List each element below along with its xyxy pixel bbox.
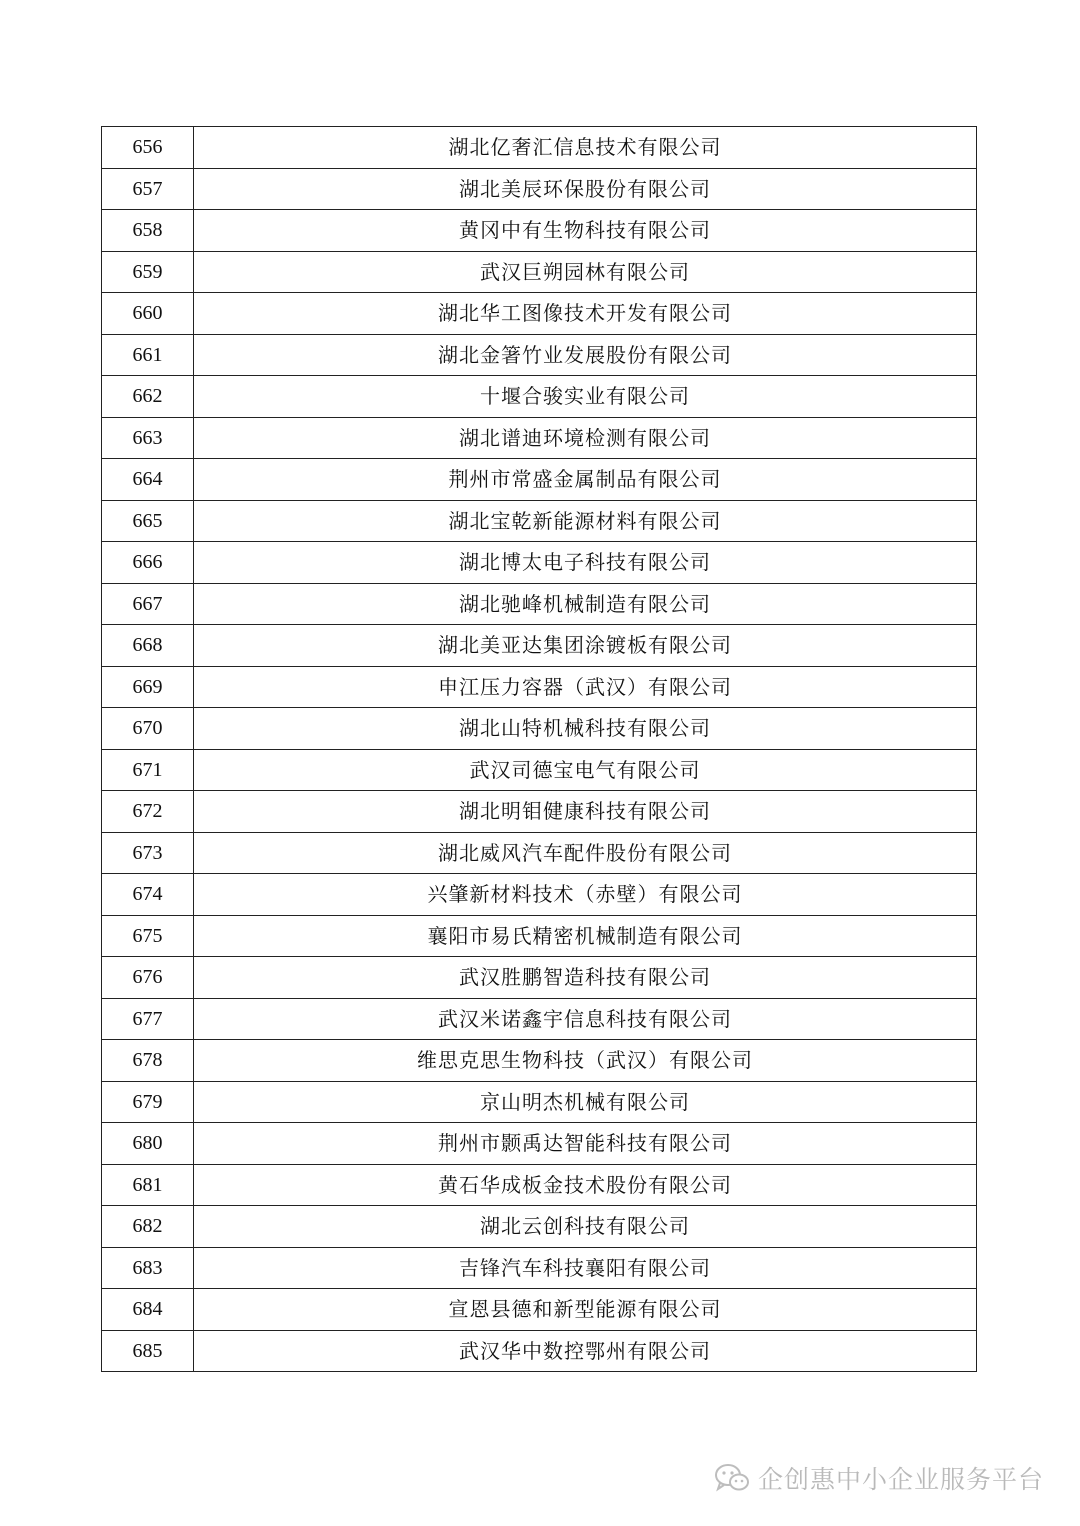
row-number: 663	[102, 417, 194, 459]
row-number: 673	[102, 832, 194, 874]
company-name: 荆州市颢禹达智能科技有限公司	[194, 1123, 977, 1165]
row-number: 675	[102, 915, 194, 957]
table-row	[102, 334, 977, 376]
watermark	[714, 1460, 1044, 1496]
wechat-icon	[714, 1463, 750, 1493]
table-row	[102, 666, 977, 708]
row-number: 680	[102, 1123, 194, 1165]
table-row	[102, 957, 977, 999]
table-row	[102, 625, 977, 667]
company-name: 湖北威风汽车配件股份有限公司	[194, 832, 977, 874]
row-number: 668	[102, 625, 194, 667]
row-number: 662	[102, 376, 194, 418]
row-number: 665	[102, 500, 194, 542]
company-name: 湖北驰峰机械制造有限公司	[194, 583, 977, 625]
row-number: 684	[102, 1289, 194, 1331]
table-body	[102, 127, 977, 1372]
company-name: 京山明杰机械有限公司	[194, 1081, 977, 1123]
company-name: 湖北华工图像技术开发有限公司	[194, 293, 977, 335]
table-row	[102, 127, 977, 169]
table-row	[102, 210, 977, 252]
table-row	[102, 1289, 977, 1331]
company-name: 申江压力容器（武汉）有限公司	[194, 666, 977, 708]
table-row	[102, 168, 977, 210]
table-row	[102, 832, 977, 874]
company-name: 武汉华中数控鄂州有限公司	[194, 1330, 977, 1372]
company-list-table	[101, 126, 977, 1372]
row-number: 683	[102, 1247, 194, 1289]
table-row	[102, 500, 977, 542]
row-number: 678	[102, 1040, 194, 1082]
row-number: 667	[102, 583, 194, 625]
table-row	[102, 459, 977, 501]
table-row	[102, 708, 977, 750]
table-row	[102, 251, 977, 293]
company-name: 湖北宝乾新能源材料有限公司	[194, 500, 977, 542]
table-row	[102, 1164, 977, 1206]
company-name: 湖北美亚达集团涂镀板有限公司	[194, 625, 977, 667]
row-number: 679	[102, 1081, 194, 1123]
company-name: 襄阳市易氏精密机械制造有限公司	[194, 915, 977, 957]
table-row	[102, 376, 977, 418]
table-row	[102, 1040, 977, 1082]
row-number: 661	[102, 334, 194, 376]
company-name: 荆州市常盛金属制品有限公司	[194, 459, 977, 501]
row-number: 676	[102, 957, 194, 999]
table-row	[102, 915, 977, 957]
row-number: 685	[102, 1330, 194, 1372]
row-number: 659	[102, 251, 194, 293]
row-number: 657	[102, 168, 194, 210]
row-number: 674	[102, 874, 194, 916]
company-name: 宣恩县德和新型能源有限公司	[194, 1289, 977, 1331]
table-row	[102, 749, 977, 791]
row-number: 656	[102, 127, 194, 169]
table-row	[102, 293, 977, 335]
table-row	[102, 874, 977, 916]
row-number: 682	[102, 1206, 194, 1248]
row-number: 670	[102, 708, 194, 750]
company-name: 湖北金箸竹业发展股份有限公司	[194, 334, 977, 376]
watermark-text: 企创惠中小企业服务平台	[757, 1465, 1044, 1494]
row-number: 664	[102, 459, 194, 501]
company-name: 武汉司德宝电气有限公司	[194, 749, 977, 791]
row-number: 658	[102, 210, 194, 252]
company-name: 武汉胜鹏智造科技有限公司	[194, 957, 977, 999]
row-number: 677	[102, 998, 194, 1040]
company-name: 湖北云创科技有限公司	[194, 1206, 977, 1248]
row-number: 666	[102, 542, 194, 584]
company-name: 十堰合骏实业有限公司	[194, 376, 977, 418]
company-name: 黄冈中有生物科技有限公司	[194, 210, 977, 252]
table-row	[102, 1247, 977, 1289]
row-number: 681	[102, 1164, 194, 1206]
row-number: 671	[102, 749, 194, 791]
company-name: 湖北谱迪环境检测有限公司	[194, 417, 977, 459]
table-row	[102, 998, 977, 1040]
table-row	[102, 417, 977, 459]
row-number: 672	[102, 791, 194, 833]
company-name: 黄石华成板金技术股份有限公司	[194, 1164, 977, 1206]
table-row	[102, 1206, 977, 1248]
table-row	[102, 791, 977, 833]
company-name: 湖北亿奢汇信息技术有限公司	[194, 127, 977, 169]
company-name: 湖北明钼健康科技有限公司	[194, 791, 977, 833]
table-row	[102, 542, 977, 584]
company-name: 武汉米诺鑫宇信息科技有限公司	[194, 998, 977, 1040]
table-row	[102, 1123, 977, 1165]
table-row	[102, 1330, 977, 1372]
company-name: 湖北山特机械科技有限公司	[194, 708, 977, 750]
company-name: 湖北博太电子科技有限公司	[194, 542, 977, 584]
company-name: 武汉巨朔园林有限公司	[194, 251, 977, 293]
company-name: 兴肇新材料技术（赤壁）有限公司	[194, 874, 977, 916]
table-row	[102, 583, 977, 625]
company-name: 维思克思生物科技（武汉）有限公司	[194, 1040, 977, 1082]
row-number: 669	[102, 666, 194, 708]
row-number: 660	[102, 293, 194, 335]
company-name: 湖北美辰环保股份有限公司	[194, 168, 977, 210]
table-row	[102, 1081, 977, 1123]
company-name: 吉锋汽车科技襄阳有限公司	[194, 1247, 977, 1289]
